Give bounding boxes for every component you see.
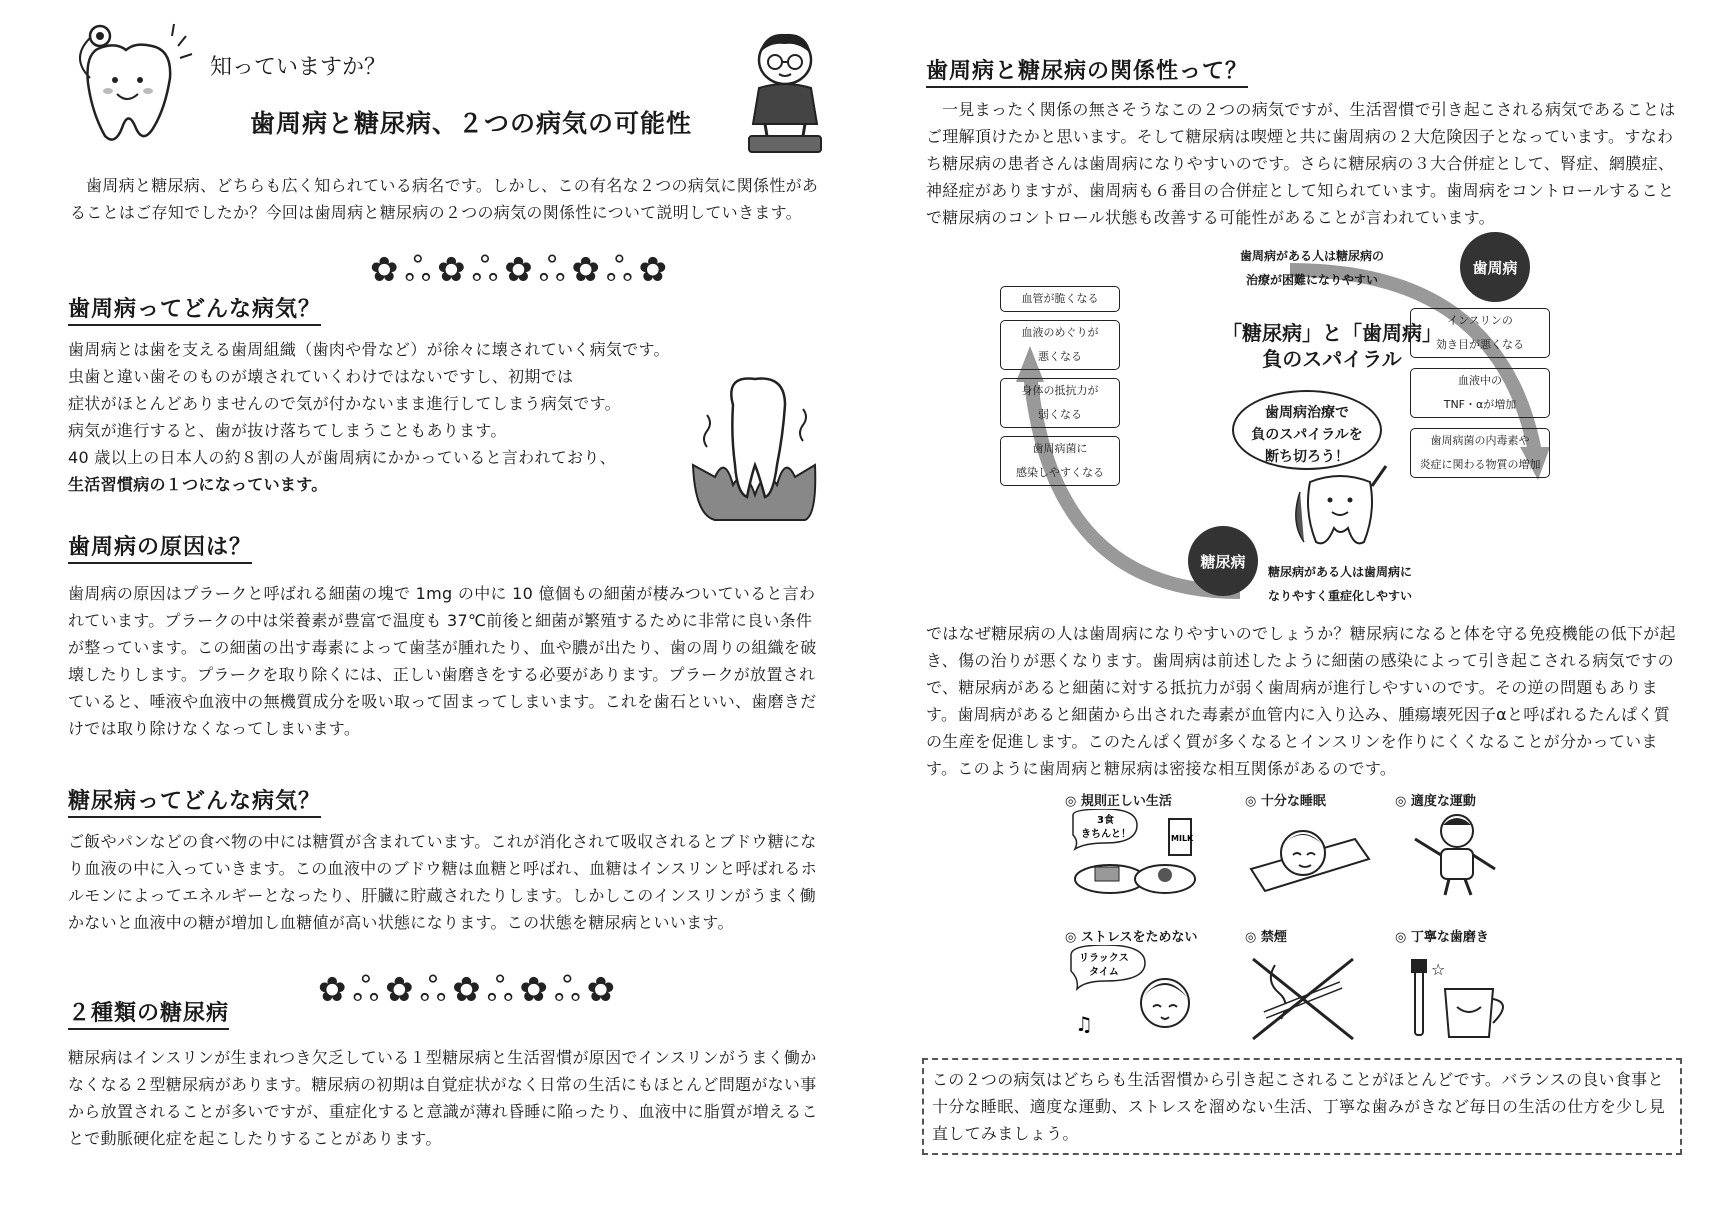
- effect-box: [1410, 368, 1550, 418]
- effect-box: [1410, 428, 1550, 478]
- bubble-text: タイム: [1089, 967, 1119, 978]
- tip-regular-life: [1065, 790, 1225, 903]
- section-periodontal-body: [68, 336, 708, 498]
- clover-decoration: ✿ஃ✿ஃ✿ஃ✿ஃ✿: [318, 970, 622, 1010]
- box-line: 歯周病菌に: [1032, 442, 1088, 455]
- bubble-line: 歯周病治療で: [1265, 405, 1349, 421]
- box-line: 感染しやすくなる: [1016, 466, 1104, 479]
- center-title-line: 負のスパイラル: [1262, 347, 1402, 371]
- top-note: [1240, 244, 1384, 292]
- tip-label: ◎ ストレスをためない: [1065, 930, 1198, 945]
- sparkle-icon: ☆: [1431, 960, 1446, 979]
- effect-box: [1410, 308, 1550, 358]
- page-title: 歯周病と糖尿病、２つの病気の可能性: [250, 109, 693, 138]
- box-line: 血液中の: [1458, 374, 1502, 387]
- tip-label: ◎ 適度な運動: [1395, 794, 1476, 809]
- bottom-note: [1268, 560, 1412, 608]
- text-line: 病気が進行すると、歯が抜け落ちてしまうこともあります。: [68, 421, 507, 440]
- note-line: 治療が困難になりやすい: [1246, 273, 1379, 287]
- boy-on-scale-illustration: [735, 28, 835, 156]
- text-line: 歯周病とは歯を支える歯周組織（歯肉や骨など）が徐々に壊されていく病気です。: [68, 340, 670, 359]
- section-heading-diabetes: 糖尿病ってどんな病気？: [68, 784, 321, 818]
- note-line: なりやすく重症化しやすい: [1268, 589, 1413, 603]
- text-line: 虫歯と違い歯そのものが壊されていくわけではないですし、初期では: [68, 367, 574, 386]
- effect-box: [1000, 378, 1120, 428]
- tooth-hero-illustration: [1290, 462, 1390, 552]
- mechanism-paragraph: ではなぜ糖尿病の人は歯周病になりやすいのでしょうか？糖尿病になると体を守る免疫機能の低下が起き、傷の治りが悪くなります。歯周病は前述したように細菌の感染によって引き起こされる病気ですので、糖尿病があると細菌に対する抵抗力が弱く歯周病が進行しやすいのです。その逆の問題もあります。歯周病があると細菌から出された毒素が血管内に入り込み、腫瘍壊死因子αと呼ばれるたんぱく質の生産を促進します。このたんぱく質が多くなるとインスリンを作りにくくなることが分かっています。このように歯周病と糖尿病は密接な相互関係があるのです。: [926, 624, 1676, 778]
- section-diabetes-body: ご飯やパンなどの食べ物の中には糖質が含まれています。これが消化されて吸収されるとブドウ糖になり血液の中に入っていきます。この血液中のブドウ糖は血糖と呼ばれ、血糖はインスリンと呼ばれるホルモンによってエネルギーとなったり、肝臓に貯蔵されたりします。しかしこのインスリンがうまく働かないと血液中の糖が増加し血糖値が高い状態になります。この状態を糖尿病といいます。: [68, 832, 818, 932]
- sleeping-illustration: [1245, 809, 1375, 899]
- box-line: 効き目が悪くなる: [1436, 338, 1524, 351]
- note-line: 歯周病がある人は糖尿病の: [1240, 249, 1385, 263]
- tip-label: ◎ 十分な睡眠: [1245, 794, 1326, 809]
- center-title: [1222, 320, 1442, 372]
- closing-box: [922, 1058, 1682, 1155]
- no-smoking-illustration: [1245, 945, 1375, 1045]
- diseased-tooth-illustration: [685, 365, 825, 525]
- tip-brushing: [1395, 926, 1555, 1049]
- right-page: [870, 0, 1729, 1216]
- tooth-mascot-illustration: [60, 18, 200, 148]
- tip-sleep: [1245, 790, 1385, 903]
- bubble-line: 断ち切ろう！: [1265, 449, 1349, 465]
- tip-exercise: [1395, 790, 1555, 903]
- box-line: 血液のめぐりが: [1021, 326, 1099, 339]
- section-heading-relationship: 歯周病と糖尿病の関係性って？: [926, 54, 1248, 88]
- box-line: 弱くなる: [1038, 408, 1082, 421]
- bubble-line: 負のスパイラルを: [1251, 427, 1363, 443]
- right-effects-column: [1410, 308, 1550, 478]
- box-line: 炎症に関わる物質の増加: [1419, 458, 1541, 471]
- tip-label: ◎ 丁寧な歯磨き: [1395, 930, 1489, 945]
- box-line: 悪くなる: [1038, 350, 1082, 363]
- closing-text: この２つの病気はどちらも生活習慣から引き起こされることがほとんどです。バランスの良い食事と十分な睡眠、適度な運動、ストレスを溜めない生活、丁寧な歯みがきなど毎日の生活の仕方を少し見直してみましょう。: [932, 1070, 1666, 1143]
- section-heading-two-types: ２種類の糖尿病: [68, 996, 229, 1030]
- left-effects-column: [1000, 286, 1120, 486]
- left-page: [0, 0, 860, 1216]
- text-line: 症状がほとんどありませんので気が付かないまま進行してしまう病気です。: [68, 394, 621, 413]
- effect-box: [1000, 436, 1120, 486]
- relax-illustration: [1065, 945, 1225, 1045]
- relationship-paragraph: 一見まったく関係の無さそうなこの２つの病気ですが、生活習慣で引き起こされる病気であることはご理解頂けたかと思います。そして糖尿病は喫煙と共に歯周病の２大危険因子となっています。すなわち糖尿病の患者さんは歯周病になりやすいのです。さらに糖尿病の３大合併症として、腎症、網膜症、神経症がありますが、歯周病も６番目の合併症として知られています。歯周病をコントロールすることで糖尿病のコントロール状態も改善する可能性があることが言われています。: [926, 100, 1676, 227]
- tip-no-smoking: [1245, 926, 1385, 1049]
- box-line: 歯周病菌の内毒素や: [1430, 434, 1530, 447]
- effect-box: [1000, 320, 1120, 370]
- bubble-text: リラックス: [1079, 953, 1129, 964]
- node-diabetes: 糖尿病: [1188, 526, 1258, 596]
- header-kicker: 知っていますか？: [210, 55, 387, 80]
- bubble-text: きちんと！: [1081, 829, 1131, 840]
- section-heading-periodontal: 歯周病ってどんな病気？: [68, 292, 321, 326]
- text-line: 40 歳以上の日本人の約８割の人が歯周病にかかっていると言われており、: [68, 448, 616, 467]
- center-title-line: 「糖尿病」と「歯周病」: [1222, 321, 1442, 345]
- meal-illustration: [1065, 809, 1215, 899]
- section-heading-cause: 歯周病の原因は？: [68, 530, 252, 564]
- effect-box: [1000, 286, 1120, 312]
- text-line: 生活習慣病の１つになっています。: [68, 475, 328, 494]
- exercise-illustration: [1395, 809, 1525, 899]
- section-cause-body: 歯周病の原因はプラークと呼ばれる細菌の塊で 1mg の中に 10 億個もの細菌が棲みついていると言われています。プラークの中は栄養素が豊富で温度も 37℃前後と細菌が繁殖するために非常に良い条件が整っています。この細菌の出す毒素によって歯茎が腫れたり、血や膿が出たり、歯の周りの組織を破壊したりします。プラークを取り除くには、正しい歯磨きをする必要があります。プラークが放置されていると、唾液や血液中の無機質成分を吸い取って固まってしまいます。これを歯石といい、歯磨きだけでは取り除けなくなってしまいます。: [68, 584, 817, 738]
- node-periodontal: 歯周病: [1460, 232, 1530, 302]
- box-line: 身体の抵抗力が: [1021, 384, 1099, 397]
- box-line: 血管が脆くなる: [1021, 292, 1099, 305]
- toothbrush-cup-illustration: [1395, 945, 1525, 1045]
- tip-label: ◎ 規則正しい生活: [1065, 794, 1172, 809]
- bubble-text: 3食: [1097, 815, 1114, 826]
- negative-spiral-diagram: [990, 242, 1570, 616]
- box-line: インスリンの: [1447, 314, 1513, 327]
- call-to-action-bubble: [1232, 390, 1382, 470]
- tip-label: ◎ 禁煙: [1245, 930, 1287, 945]
- clover-decoration: ✿ஃ✿ஃ✿ஃ✿ஃ✿: [370, 250, 674, 290]
- note-line: 糖尿病がある人は歯周病に: [1268, 565, 1413, 579]
- intro-paragraph: 歯周病と糖尿病、どちらも広く知られている病名です。しかし、この有名な２つの病気に関係性があることはご存知でしたか？今回は歯周病と糖尿病の２つの病気の関係性について説明していきます。: [70, 176, 819, 222]
- section-two-types-body: 糖尿病はインスリンが生まれつき欠乏している１型糖尿病と生活習慣が原因でインスリンがうまく働かなくなる２型糖尿病があります。糖尿病の初期は自覚症状がなく日常の生活にもほとんど問題がない事から放置されることが多いですが、重症化すると意識が薄れ昏睡に陥ったり、血液中に脂質が増えることで動脈硬化症を起こしたりすることがあります。: [68, 1048, 818, 1148]
- box-line: TNF・αが増加: [1443, 398, 1517, 411]
- milk-label: MILK: [1171, 834, 1194, 843]
- lifestyle-tips: [1065, 790, 1565, 1050]
- tip-stress: [1065, 926, 1225, 1049]
- music-note-icon: ♫: [1075, 1012, 1093, 1036]
